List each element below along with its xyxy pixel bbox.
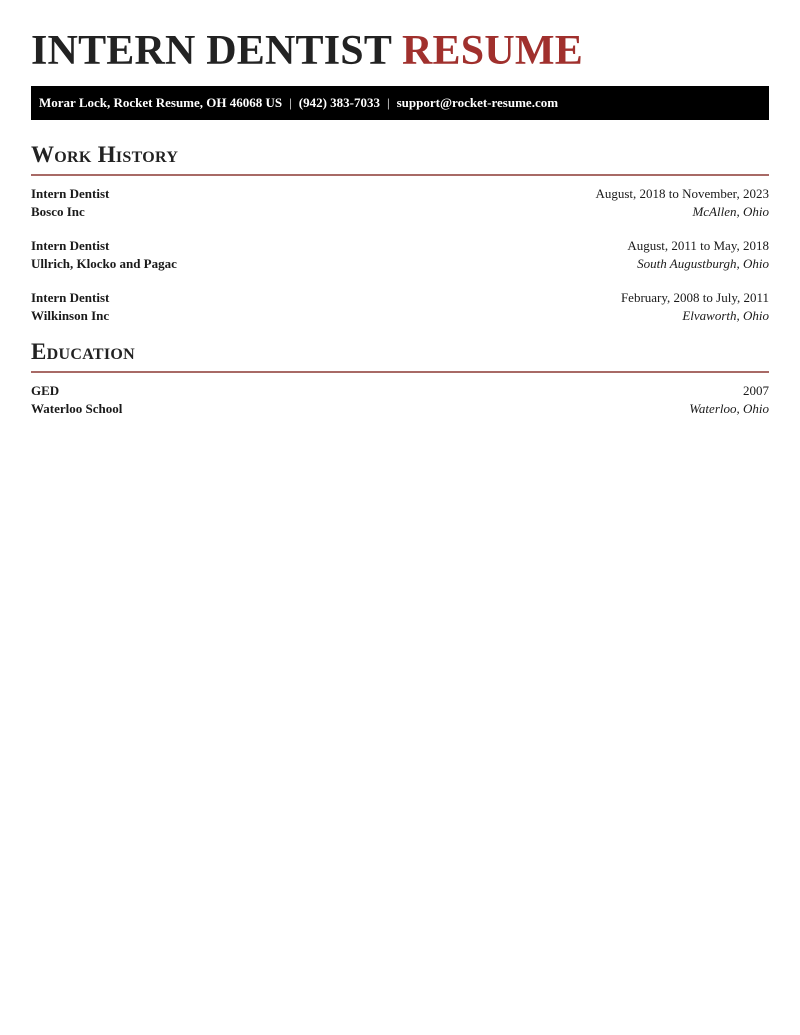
- contact-email[interactable]: support@rocket-resume.com: [396, 95, 559, 110]
- education-heading: Education: [31, 339, 135, 364]
- resume-title: [31, 28, 769, 74]
- title-main: INTERN DENTIST: [31, 28, 392, 74]
- job-position: Intern Dentist: [31, 238, 110, 253]
- section-divider: [31, 371, 769, 373]
- education-school: Waterloo School: [31, 401, 123, 416]
- work-entry: [31, 289, 769, 325]
- contact-bar: [31, 86, 769, 120]
- education-year: 2007: [743, 383, 769, 398]
- job-position: Intern Dentist: [31, 186, 110, 201]
- work-history-heading: Work History: [31, 142, 179, 167]
- work-entry: [31, 185, 769, 221]
- job-position: Intern Dentist: [31, 290, 110, 305]
- education-entry: [31, 382, 769, 418]
- job-location: South Augustburgh, Ohio: [637, 256, 769, 271]
- job-company: Wilkinson Inc: [31, 308, 110, 323]
- job-dates: August, 2011 to May, 2018: [627, 238, 769, 253]
- section-divider: [31, 174, 769, 176]
- education-section: [31, 339, 769, 418]
- job-location: Elvaworth, Ohio: [682, 308, 769, 323]
- contact-separator: |: [289, 95, 292, 110]
- job-dates: August, 2018 to November, 2023: [595, 186, 769, 201]
- education-location: Waterloo, Ohio: [689, 401, 769, 416]
- job-location: McAllen, Ohio: [692, 204, 769, 219]
- work-history-section: [31, 142, 769, 325]
- title-accent: RESUME: [402, 28, 583, 74]
- work-entry: [31, 237, 769, 273]
- job-company: Bosco Inc: [31, 204, 85, 219]
- education-degree: GED: [31, 383, 60, 398]
- job-company: Ullrich, Klocko and Pagac: [31, 256, 177, 271]
- job-dates: February, 2008 to July, 2011: [620, 290, 769, 305]
- contact-address: Morar Lock, Rocket Resume, OH 46068 US: [39, 95, 283, 110]
- contact-separator: |: [386, 95, 390, 110]
- contact-phone: (942) 383-7033: [298, 95, 380, 110]
